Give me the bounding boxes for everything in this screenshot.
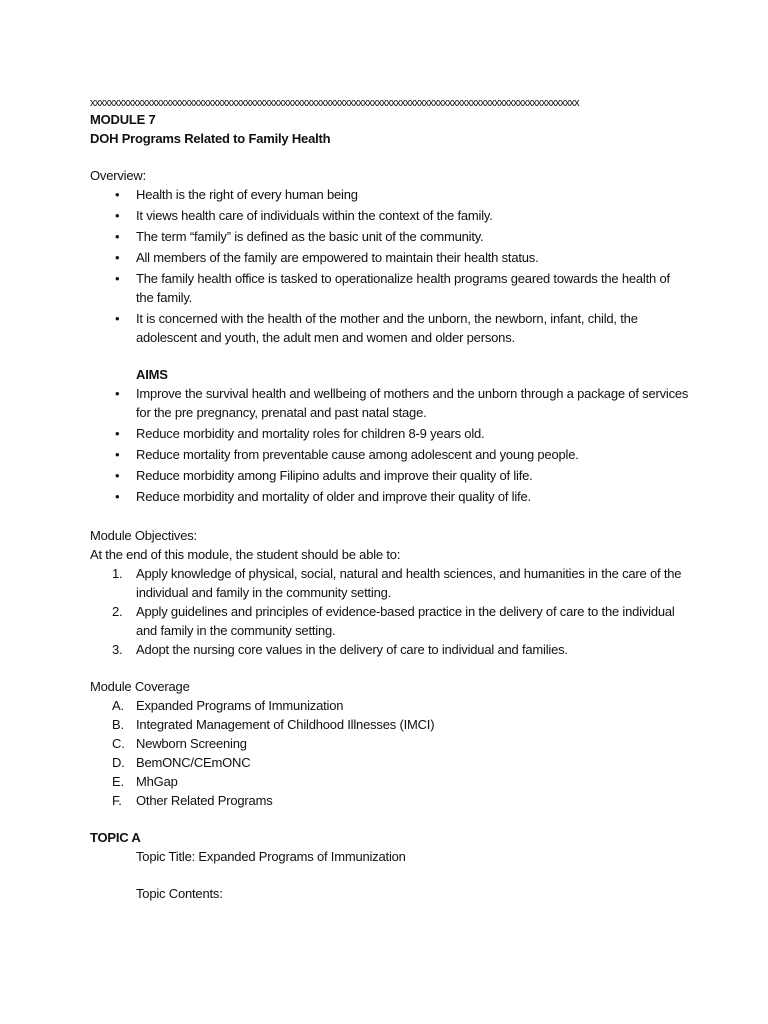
list-item: • The family health office is tasked to operationalize health programs geared towards the health of the family. [115, 271, 670, 305]
aims-heading: AIMS [136, 367, 168, 382]
list-item: B. Integrated Management of Childhood Illnesses (IMCI) [112, 717, 435, 732]
list-item: 1. Apply knowledge of physical, social, natural and health sciences, and humanities in the care of the individual and family in the community setting. [112, 566, 682, 600]
topic-contents-label: Topic Contents: [136, 886, 223, 901]
module-number: MODULE 7 [90, 112, 156, 127]
bullet-icon: • [115, 468, 120, 483]
list-item: • The term “family” is defined as the basic unit of the community. [115, 229, 484, 244]
bullet-icon: • [115, 447, 120, 462]
bullet-icon: • [115, 271, 120, 286]
bullet-icon: • [115, 311, 120, 326]
bullet-icon: • [115, 386, 120, 401]
list-item: • Improve the survival health and wellbeing of mothers and the unborn through a package of services for the pre pregnancy, prenatal and past natal stage. [115, 386, 689, 420]
list-item: • Reduce morbidity among Filipino adults and improve their quality of life. [115, 468, 533, 483]
module-title: DOH Programs Related to Family Health [90, 131, 331, 146]
aims-list [90, 384, 690, 506]
list-item: • Health is the right of every human being [115, 187, 358, 202]
topic-title: Topic Title: Expanded Programs of Immunization [136, 849, 406, 864]
overview-label: Overview: [90, 168, 146, 183]
separator-line: xxxxxxxxxxxxxxxxxxxxxxxxxxxxxxxxxxxxxxxxxxxxxxxxxxxxxxxxxxxxxxxxxxxxxxxxxxxxxxxxxxxxxxxxxxxxxxxxxxxxxxxx [90, 97, 579, 109]
list-item: • It is concerned with the health of the mother and the unborn, the newborn, infant, child, the adolescent and youth, the adult men and women and older persons. [115, 311, 638, 345]
list-item: • Reduce morbidity and mortality roles for children 8-9 years old. [115, 426, 485, 441]
list-item: • Reduce mortality from preventable cause among adolescent and young people. [115, 447, 579, 462]
overview-list [90, 185, 690, 347]
list-item: • All members of the family are empowered to maintain their health status. [115, 250, 539, 265]
objectives-label: Module Objectives: [90, 528, 197, 543]
bullet-icon: • [115, 187, 120, 202]
coverage-label: Module Coverage [90, 679, 190, 694]
list-item: E. MhGap [112, 774, 178, 789]
list-item: A. Expanded Programs of Immunization [112, 698, 344, 713]
bullet-icon: • [115, 489, 120, 504]
list-item: F. Other Related Programs [112, 793, 273, 808]
document-page [90, 96, 690, 903]
list-item: 3. Adopt the nursing core values in the delivery of care to individual and families. [112, 642, 568, 657]
list-item: D. BemONC/CEmONC [112, 755, 251, 770]
objectives-intro: At the end of this module, the student should be able to: [90, 547, 401, 562]
list-item: • Reduce morbidity and mortality of older and improve their quality of life. [115, 489, 531, 504]
bullet-icon: • [115, 208, 120, 223]
list-item: C. Newborn Screening [112, 736, 247, 751]
coverage-list [90, 696, 690, 810]
objectives-list [90, 564, 690, 659]
list-item: 2. Apply guidelines and principles of evidence-based practice in the delivery of care to the individual and family in the community setting. [112, 604, 675, 638]
bullet-icon: • [115, 250, 120, 265]
bullet-icon: • [115, 426, 120, 441]
bullet-icon: • [115, 229, 120, 244]
list-item: • It views health care of individuals within the context of the family. [115, 208, 493, 223]
topic-heading: TOPIC A [90, 830, 141, 845]
